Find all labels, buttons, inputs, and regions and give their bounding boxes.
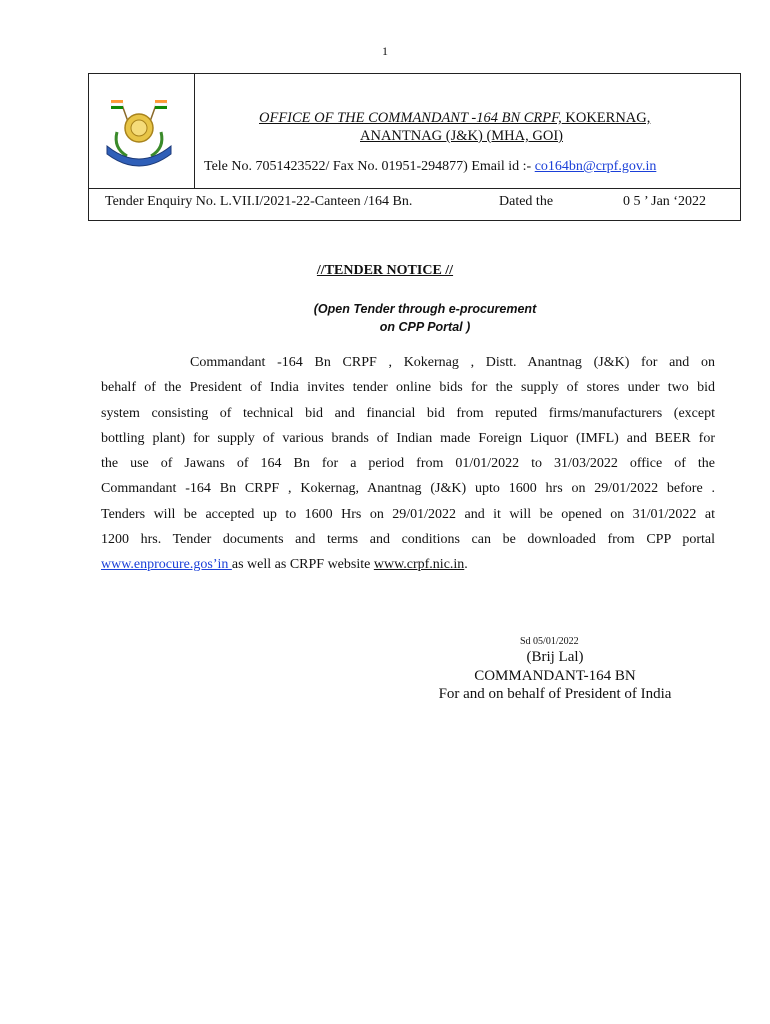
body-line-6: Commandant -164 Bn CRPF , Kokernag, Anantnag (J&K) upto 1600 hrs on 29/01/2022 before . bbox=[101, 481, 715, 496]
logo-cell bbox=[89, 74, 195, 188]
dated-label: Dated the bbox=[499, 194, 554, 209]
body-line-1: Commandant -164 Bn CRPF , Kokernag , Distt. Anantnag (J&K) for and on bbox=[190, 355, 715, 370]
tender-enquiry-number: Tender Enquiry No. L.VII.I/2021-22-Canteen /164 Bn. bbox=[105, 194, 413, 209]
contact-line bbox=[204, 159, 656, 175]
dated-value: 0 5 ’ Jan ‘2022 bbox=[623, 194, 706, 209]
contact-phone-fax: Tele No. 7051423522/ Fax No. 01951-294877) Email id :- bbox=[204, 159, 535, 174]
letterhead-box bbox=[88, 73, 741, 221]
notice-subtitle-line2: on CPP Portal ) bbox=[379, 320, 471, 334]
signatory-rank: COMMANDANT-164 BN bbox=[474, 668, 636, 684]
body-line-8: 1200 hrs. Tender documents and terms and conditions can be downloaded from CPP portal bbox=[101, 532, 715, 547]
cpp-portal-link[interactable]: www.enprocure.gos’in bbox=[101, 557, 232, 572]
notice-title: //TENDER NOTICE // bbox=[316, 263, 454, 278]
body-line-4: bottling plant) for supply of various brands of Indian made Foreign Liquor (IMFL) and BEER for bbox=[101, 431, 715, 446]
office-subtitle: ANANTNAG (J&K) (MHA, GOI) bbox=[360, 128, 563, 144]
body-line-9: www.enprocure.gos’in as well as CRPF website www.crpf.nic.in. bbox=[101, 557, 468, 572]
body-line-7: Tenders will be accepted up to 1600 Hrs on 29/01/2022 and it will be opened on 31/01/2022 at bbox=[101, 507, 715, 522]
row-divider bbox=[89, 188, 740, 189]
crpf-emblem-logo bbox=[99, 92, 179, 172]
body-line-3: system consisting of technical bid and financial bid from reputed firms/manufacturers (except bbox=[101, 406, 715, 421]
email-link[interactable]: co164bn@crpf.gov.in bbox=[534, 159, 657, 174]
office-title: OFFICE OF THE COMMANDANT -164 BN CRPF, KOKERNAG, bbox=[259, 110, 651, 126]
crpf-website-link[interactable]: www.crpf.nic.in bbox=[373, 557, 465, 572]
signatory-name: (Brij Lal) bbox=[526, 649, 584, 665]
body-line-2: behalf of the President of India invites tender online bids for the supply of stores under two bid bbox=[101, 380, 715, 395]
signed-date: Sd 05/01/2022 bbox=[520, 636, 579, 647]
page-number: 1 bbox=[382, 44, 388, 58]
notice-subtitle-line1: (Open Tender through e-procurement bbox=[313, 302, 537, 316]
signatory-behalf: For and on behalf of President of India bbox=[438, 686, 672, 702]
body-line-5: the use of Jawans of 164 Bn for a period from 01/01/2022 to 31/03/2022 office of the bbox=[101, 456, 715, 471]
